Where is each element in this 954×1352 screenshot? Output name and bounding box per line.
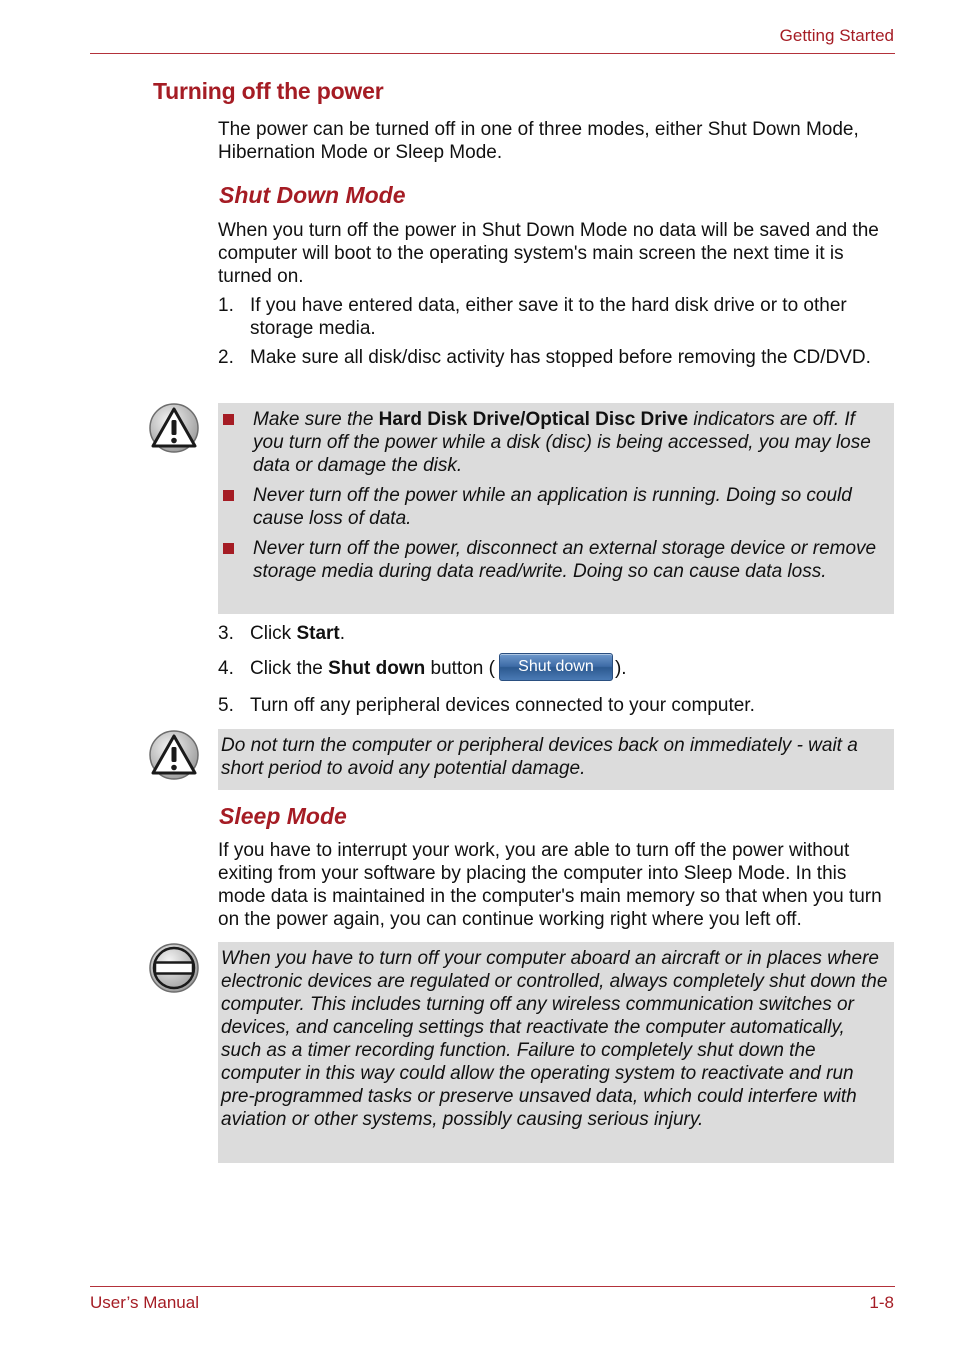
step-number: 2. bbox=[218, 347, 234, 368]
caution-item bbox=[218, 537, 894, 583]
step-text: Turn off any peripheral devices connected to your computer. bbox=[250, 695, 755, 716]
step-text: Make sure all disk/disc activity has stopped before removing the CD/DVD. bbox=[250, 347, 871, 368]
step-5 bbox=[218, 694, 894, 717]
drive-indicator-term: Hard Disk Drive/Optical Disc Drive bbox=[378, 409, 689, 430]
caution-note bbox=[218, 729, 894, 790]
caution-text: Make sure the bbox=[253, 409, 379, 430]
bullet-icon bbox=[223, 490, 234, 501]
page-number: 1-8 bbox=[869, 1293, 894, 1312]
section-title: Turning off the power bbox=[153, 78, 384, 104]
step-text: ). bbox=[614, 658, 627, 680]
shutdown-paragraph: When you turn off the power in Shut Down Mode no data will be saved and the computer will boot to the operating system's main screen the next time it is turned on. bbox=[218, 220, 879, 287]
bullet-icon bbox=[223, 543, 234, 554]
step-4 bbox=[218, 657, 894, 681]
footer-manual-title: User’s Manual bbox=[90, 1293, 199, 1312]
step-1 bbox=[218, 294, 894, 340]
step-2 bbox=[218, 346, 894, 369]
step-number: 4. bbox=[218, 658, 234, 679]
prohibition-text: When you have to turn off your computer aboard an aircraft or in places where electronic devices are regulated or controlled, always completely shut down the computer. This includes turning off any wireless communication switches or devices, and canceling settings that reactivate the computer automatically, such as a timer recording function. Failure to completely shut down the computer in this way could allow the operating system to reactivate and run pre-programmed tasks or preserve unsaved data, which could interfere with aviation or other systems, possibly causing serious injury. bbox=[221, 948, 888, 1130]
sleep-paragraph: If you have to interrupt your work, you are able to turn off the power without exiting from your software by placing the computer into Sleep Mode. In this mode data is maintained in the computer's main memory so that when you turn on the power again, you can continue working right where you left off. bbox=[218, 840, 882, 930]
caution-text: Do not turn the computer or peripheral devices back on immediately - wait a short period to avoid any potential damage. bbox=[221, 735, 858, 779]
step-number: 1. bbox=[218, 295, 234, 316]
caution-item bbox=[218, 408, 894, 477]
caution-text: indicators are off. If you turn off the power while a disk (disc) is being accessed, you may lose data or damage the disk. bbox=[253, 409, 871, 476]
shutdown-heading: Shut Down Mode bbox=[219, 182, 406, 208]
prohibition-note bbox=[218, 942, 894, 1163]
step-text: button ( bbox=[425, 658, 495, 680]
intro-paragraph: The power can be turned off in one of three modes, either Shut Down Mode, Hibernation Mode or Sleep Mode. bbox=[218, 119, 859, 163]
header-rule bbox=[90, 53, 895, 54]
prohibited-icon bbox=[148, 942, 200, 994]
start-term: Start bbox=[296, 623, 340, 644]
step-3 bbox=[218, 622, 894, 645]
running-header: Getting Started bbox=[779, 26, 894, 45]
caution-note bbox=[218, 403, 894, 614]
caution-icon bbox=[148, 402, 200, 454]
step-text: . bbox=[339, 623, 346, 644]
bullet-icon bbox=[223, 414, 234, 425]
caution-icon bbox=[148, 729, 200, 781]
shutdown-term: Shut down bbox=[328, 658, 426, 680]
shutdown-button-image: Shut down bbox=[499, 653, 613, 681]
footer-rule bbox=[90, 1286, 895, 1287]
sleep-heading: Sleep Mode bbox=[219, 803, 347, 829]
step-text: Click the bbox=[250, 658, 329, 680]
caution-text: Never turn off the power while an application is running. Doing so could cause loss of data. bbox=[253, 485, 852, 529]
step-text: Click bbox=[250, 623, 297, 644]
step-number: 3. bbox=[218, 623, 234, 644]
step-text: If you have entered data, either save it to the hard disk drive or to other storage media. bbox=[250, 295, 847, 339]
step-number: 5. bbox=[218, 695, 234, 716]
caution-item bbox=[218, 484, 894, 530]
caution-text: Never turn off the power, disconnect an external storage device or remove storage media during data read/write. Doing so can cause data loss. bbox=[253, 538, 877, 582]
